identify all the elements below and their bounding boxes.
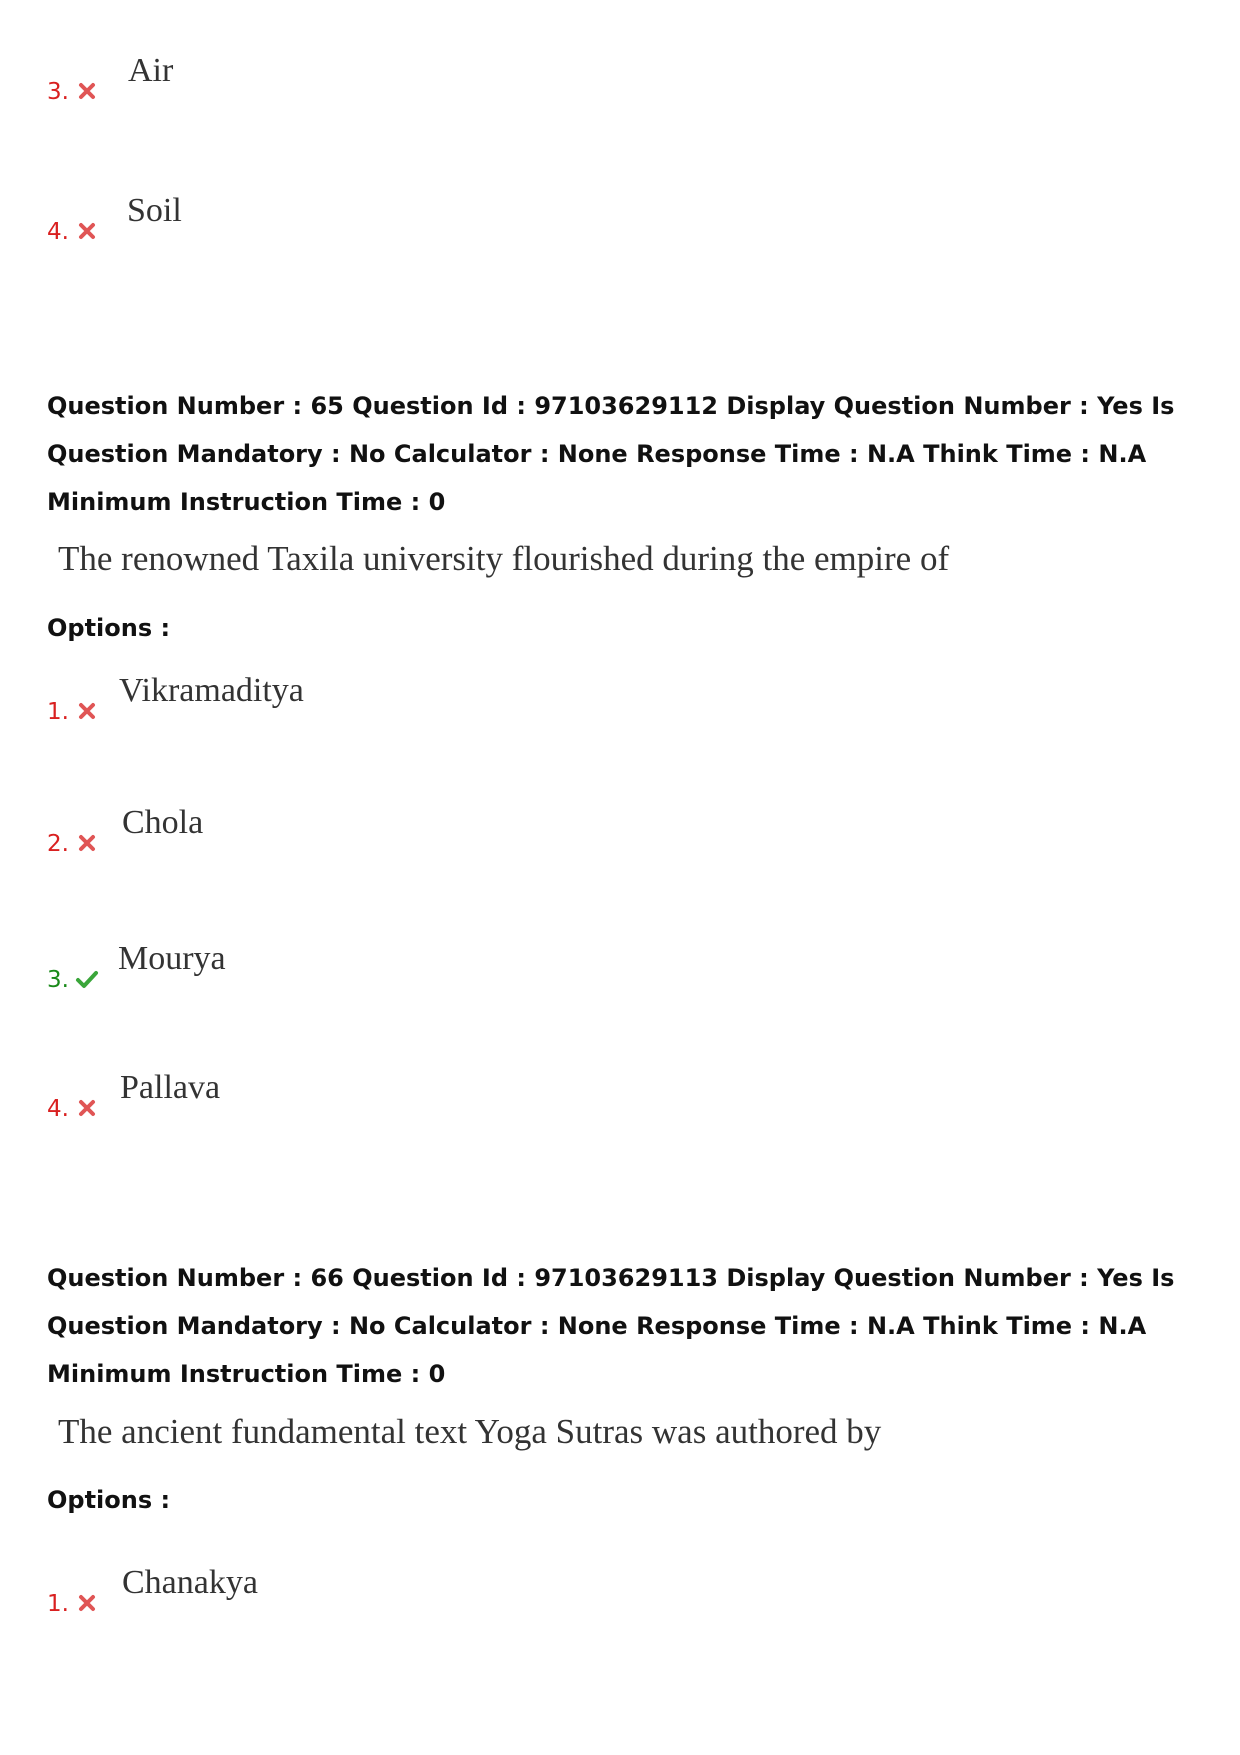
option-prev-4	[47, 185, 647, 245]
option-text: Chanakya	[122, 1564, 258, 1601]
option-number: 2.	[47, 831, 69, 857]
option-text: Chola	[122, 804, 204, 841]
option-text: Mourya	[118, 940, 226, 977]
cross-icon	[77, 833, 97, 853]
option-number: 4.	[47, 219, 69, 245]
option-text: Soil	[127, 192, 182, 229]
cross-icon	[77, 701, 97, 721]
option-66-1	[47, 1557, 647, 1617]
options-label-66: Options :	[47, 1486, 171, 1514]
cross-icon	[77, 81, 97, 101]
check-icon	[75, 969, 99, 989]
option-65-2	[47, 797, 647, 857]
option-text: Pallava	[120, 1069, 221, 1106]
cross-icon	[77, 1593, 97, 1613]
question-meta-65: Question Number : 65 Question Id : 97103629112 Display Question Number : Yes Is Question Mandatory : No Calculator : None Response Time : N.A Think Time : N.A Minimum Instruction Time : 0	[47, 392, 1175, 516]
option-number: 4.	[47, 1096, 69, 1122]
option-prev-3	[47, 45, 647, 105]
option-65-4	[47, 1062, 647, 1122]
cross-icon	[77, 1098, 97, 1118]
option-number: 1.	[47, 699, 69, 725]
option-text: Air	[128, 52, 174, 89]
cross-icon	[77, 221, 97, 241]
question-meta-66: Question Number : 66 Question Id : 97103629113 Display Question Number : Yes Is Question Mandatory : No Calculator : None Response Time : N.A Think Time : N.A Minimum Instruction Time : 0	[47, 1264, 1175, 1388]
question-text-66: The ancient fundamental text Yoga Sutras was authored by	[58, 1412, 882, 1451]
options-label-65: Options :	[47, 614, 171, 642]
question-text-65: The renowned Taxila university flourished during the empire of	[58, 539, 950, 578]
option-65-1	[47, 665, 647, 725]
option-65-3	[47, 933, 647, 993]
option-text: Vikramaditya	[119, 672, 304, 709]
option-number: 3.	[47, 967, 69, 993]
option-number: 3.	[47, 79, 69, 105]
option-number: 1.	[47, 1591, 69, 1617]
